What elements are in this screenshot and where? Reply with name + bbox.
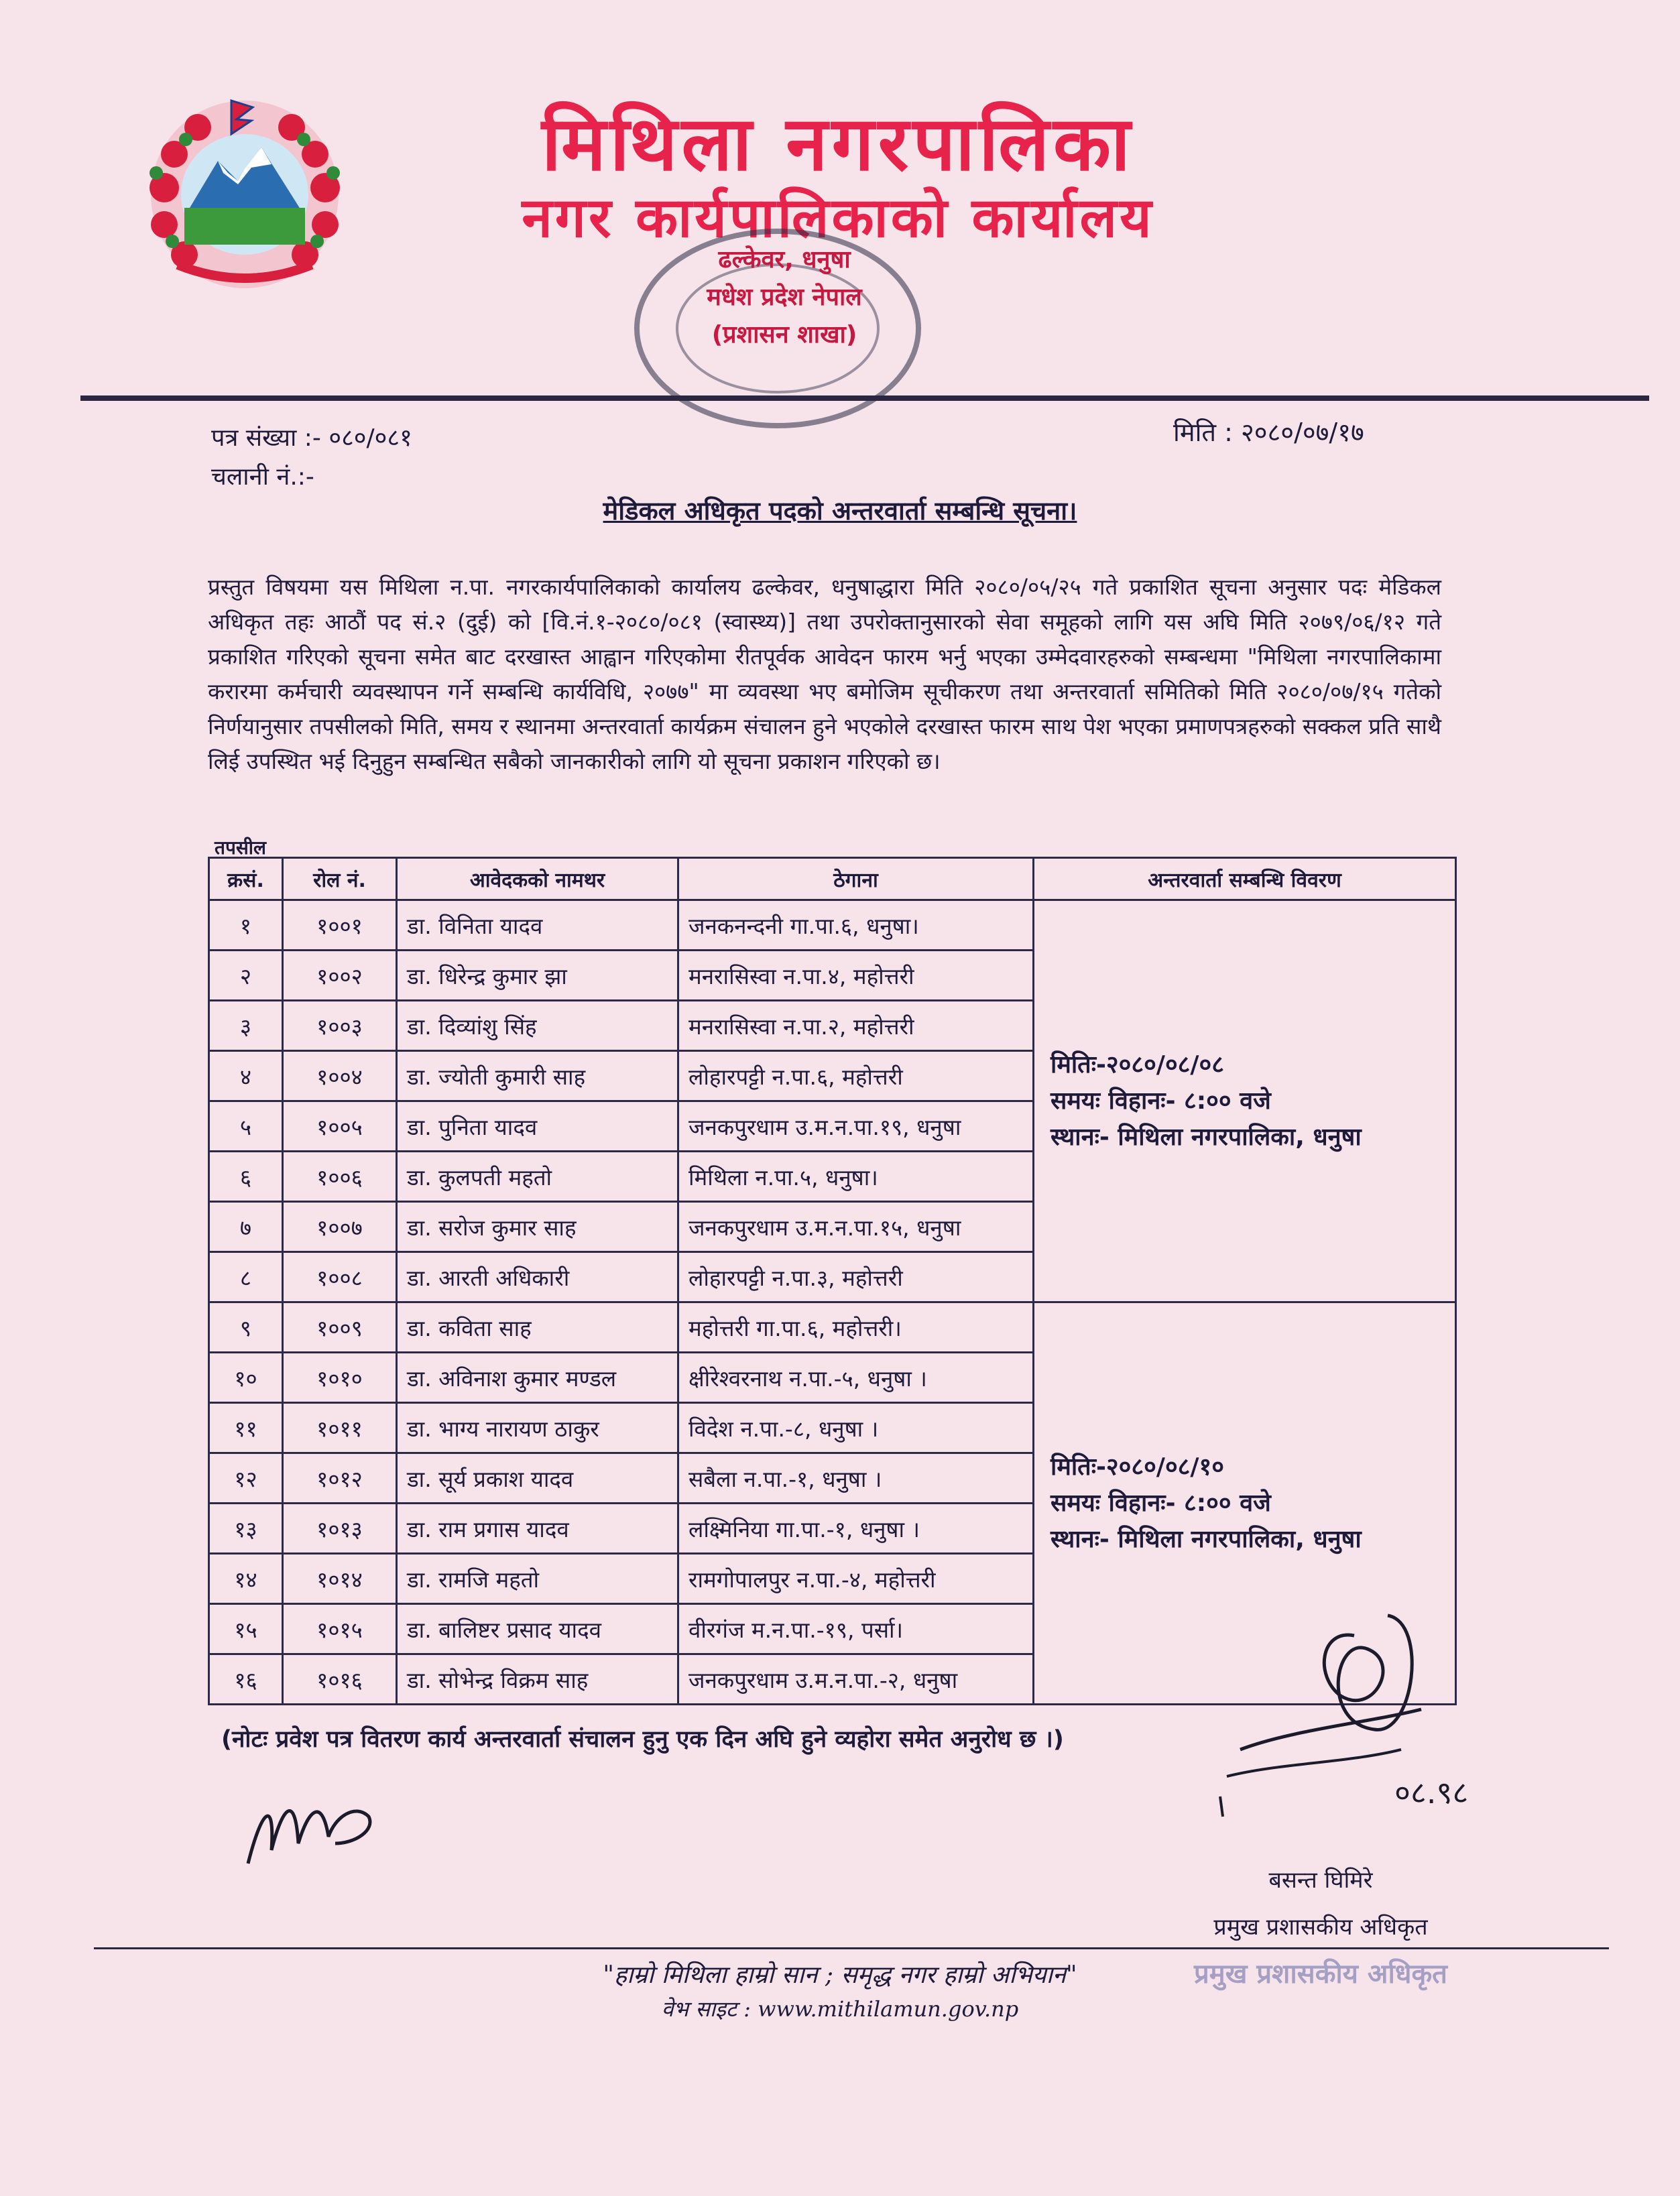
cell-roll: १००१	[283, 900, 397, 951]
motto: "हाम्रो मिथिला हाम्रो सान ; समृद्ध नगर हाम्रो अभियान"	[603, 1961, 1077, 1989]
details-label: तपसील	[215, 837, 267, 859]
note-text: (नोटः प्रवेश पत्र वितरण कार्य अन्तरवार्ता संचालन हुनु एक दिन अघि हुने व्यहोरा समेत अनुरोध छ ।)	[221, 1726, 1064, 1753]
cell-sn: ११	[209, 1403, 283, 1453]
letter-body: प्रस्तुत विषयमा यस मिथिला न.पा. नगरकार्यपालिकाको कार्यालय ढल्केवर, धनुषाद्धारा मिति २०८०/०५/२५ गते प्रकाशित सूचना अनुसार पदः मेडिकल अधिकृत तहः आठौं पद सं.२ (दुई) को [वि.नं.१-२०८०/०८१ (स्वास्थ्य)] तथा उपरोक्तानुसारको सेवा समूहको लागि यस अघि मिति २०७९/०६/१२ गते प्रकाशित गरिएको सूचना समेत बाट दरखास्त आह्वान गरिएकोमा रीतपूर्वक आवेदन फारम भर्नु भएका उम्मेदवारहरुको सम्बन्धमा "मिथिला नगरपालिकामा करारमा कर्मचारी व्यवस्थापन गर्ने सम्बन्धि कार्यविधि, २०७७" मा व्यवस्था भए बमोजिम सूचीकरण तथा अन्तरवार्ता समितिको मिति २०८०/०७/१५ गतेको निर्णयानुसार तपसीलको मिति, समय र स्थानमा अन्तरवार्ता कार्यक्रम संचालन हुने भएकोले दरखास्त फारम साथ पेश भएका प्रमाणपत्रहरुको सक्कल प्रति साथै लिई उपस्थित भई दिनुहुन सम्बन्धित सबैको जानकारीको लागि यो सूचना प्रकाशन गरिएको छ।	[208, 574, 1441, 774]
schedule-date: मितिः-२०८०/०८/१०	[1051, 1453, 1224, 1481]
cell-address: लक्ष्मिनिया गा.पा.-१, धनुषा ।	[678, 1504, 1034, 1554]
cell-name: डा. राम प्रगास यादव	[397, 1504, 678, 1554]
header-name: आवेदकको नामथर	[397, 858, 678, 900]
cell-sn: १०	[209, 1353, 283, 1403]
cell-name: डा. कुलपती महतो	[397, 1152, 678, 1202]
cell-sn: ४	[209, 1051, 283, 1101]
cell-roll: १००२	[283, 951, 397, 1001]
cell-sn: १३	[209, 1504, 283, 1554]
cell-sn: ३	[209, 1001, 283, 1051]
cell-roll: १००९	[283, 1302, 397, 1353]
cell-name: डा. अविनाश कुमार मण्डल	[397, 1353, 678, 1403]
interview-table	[208, 857, 1457, 1705]
cell-name: डा. धिरेन्द्र कुमार झा	[397, 951, 678, 1001]
cell-name: डा. दिव्यांशु सिंह	[397, 1001, 678, 1051]
office-subtitle: नगर कार्यपालिकाको कार्यालय	[522, 186, 1154, 250]
cell-address: जनकपुरधाम उ.म.न.पा.-२, धनुषा	[678, 1654, 1034, 1705]
cell-roll: १०१५	[283, 1604, 397, 1654]
cell-name: डा. पुनिता यादव	[397, 1101, 678, 1152]
header-schedule: अन्तरवार्ता सम्बन्धि विवरण	[1034, 858, 1456, 900]
cell-sn: ७	[209, 1202, 283, 1252]
footer-divider	[94, 1947, 1609, 1949]
cell-name: डा. कविता साह	[397, 1302, 678, 1353]
website: वेभ साइट : www.mithilamun.gov.np	[661, 1996, 1019, 2022]
cell-name: डा. आरती अधिकारी	[397, 1252, 678, 1302]
header-divider	[80, 395, 1649, 401]
table-header-row	[209, 858, 1456, 900]
schedule-place: स्थानः- मिथिला नगरपालिका, धनुषा	[1051, 1123, 1362, 1151]
cell-address: मिथिला न.पा.५, धनुषा।	[678, 1152, 1034, 1202]
cell-name: डा. ज्योती कुमारी साह	[397, 1051, 678, 1101]
cell-name: डा. रामजि महतो	[397, 1554, 678, 1604]
cell-address: रामगोपालपुर न.पा.-४, महोत्तरी	[678, 1554, 1034, 1604]
schedule-place: स्थानः- मिथिला नगरपालिका, धनुषा	[1051, 1525, 1362, 1553]
dispatch-number: चलानी नं.:-	[211, 463, 314, 491]
signature-left	[235, 1770, 389, 1877]
letter-date: मिति : २०८०/०७/१७	[1173, 418, 1364, 447]
cell-sn: ५	[209, 1101, 283, 1152]
letter-number: पत्र संख्या :- ०८०/०८१	[211, 424, 412, 452]
cell-name: डा. भाग्य नारायण ठाकुर	[397, 1403, 678, 1453]
cell-address: जनकपुरधाम उ.म.न.पा.१५, धनुषा	[678, 1202, 1034, 1252]
reference-block	[211, 419, 412, 497]
cell-sn: ९	[209, 1302, 283, 1353]
signature-right	[1200, 1595, 1508, 1850]
office-address	[670, 241, 898, 354]
cell-roll: १००७	[283, 1202, 397, 1252]
table-row	[209, 900, 1456, 951]
cell-address: महोत्तरी गा.पा.६, महोत्तरी।	[678, 1302, 1034, 1353]
cell-sn: ८	[209, 1252, 283, 1302]
address-city: ढल्केवर, धनुषा	[718, 246, 851, 273]
cell-roll: १०११	[283, 1403, 397, 1453]
cell-roll: १०१०	[283, 1353, 397, 1403]
cell-name: डा. सरोज कुमार साह	[397, 1202, 678, 1252]
letter-subject: मेडिकल अधिकृत पदको अन्तरवार्ता सम्बन्धि सूचना।	[603, 496, 1077, 526]
cell-address: जनकपुरधाम उ.म.न.पा.१९, धनुषा	[678, 1101, 1034, 1152]
cell-address: क्षीरेश्वरनाथ न.पा.-५, धनुषा ।	[678, 1353, 1034, 1403]
header-sn: क्रसं.	[209, 858, 283, 900]
cell-roll: १०१३	[283, 1504, 397, 1554]
nepal-emblem-icon	[137, 94, 352, 295]
signatory-stamp: प्रमुख प्रशासकीय अधिकृत	[1194, 1959, 1447, 1990]
cell-sn: १२	[209, 1453, 283, 1504]
cell-sn: २	[209, 951, 283, 1001]
cell-name: डा. सूर्य प्रकाश यादव	[397, 1453, 678, 1504]
schedule-time: समयः विहानः- ८:०० वजे	[1051, 1489, 1271, 1517]
header-roll: रोल नं.	[283, 858, 397, 900]
cell-address: वीरगंज म.न.पा.-१९, पर्सा।	[678, 1604, 1034, 1654]
signatory-title: प्रमुख प्रशासकीय अधिकृत	[1213, 1914, 1428, 1941]
address-branch: (प्रशासन शाखा)	[711, 321, 857, 349]
table-row	[209, 1302, 1456, 1353]
cell-address: मनरासिस्वा न.पा.२, महोत्तरी	[678, 1001, 1034, 1051]
cell-roll: १००५	[283, 1101, 397, 1152]
cell-roll: १००३	[283, 1001, 397, 1051]
cell-roll: १०१६	[283, 1654, 397, 1705]
cell-roll: १००४	[283, 1051, 397, 1101]
cell-sn: ६	[209, 1152, 283, 1202]
cell-name: डा. सोभेन्द्र विक्रम साह	[397, 1654, 678, 1705]
interview-schedule-1	[1034, 900, 1456, 1302]
cell-sn: १४	[209, 1554, 283, 1604]
address-province: मधेश प्रदेश नेपाल	[707, 284, 862, 311]
cell-address: सबैला न.पा.-१, धनुषा ।	[678, 1453, 1034, 1504]
svg-text:०८.९८: ०८.९८	[1394, 1774, 1469, 1811]
cell-sn: १५	[209, 1604, 283, 1654]
cell-name: डा. विनिता यादव	[397, 900, 678, 951]
cell-address: जनकनन्दनी गा.पा.६, धनुषा।	[678, 900, 1034, 951]
schedule-date: मितिः-२०८०/०८/०८	[1051, 1050, 1224, 1079]
cell-address: मनरासिस्वा न.पा.४, महोत्तरी	[678, 951, 1034, 1001]
cell-roll: १००६	[283, 1152, 397, 1202]
office-title: मिथिला नगरपालिका	[541, 100, 1135, 188]
cell-sn: १	[209, 900, 283, 951]
cell-roll: १०१२	[283, 1453, 397, 1504]
cell-address: विदेश न.पा.-८, धनुषा ।	[678, 1403, 1034, 1453]
cell-sn: १६	[209, 1654, 283, 1705]
header-address: ठेगाना	[678, 858, 1034, 900]
cell-roll: १००८	[283, 1252, 397, 1302]
cell-address: लोहारपट्टी न.पा.३, महोत्तरी	[678, 1252, 1034, 1302]
signatory-name: बसन्त घिमिरे	[1268, 1867, 1373, 1894]
cell-address: लोहारपट्टी न.पा.६, महोत्तरी	[678, 1051, 1034, 1101]
cell-roll: १०१४	[283, 1554, 397, 1604]
schedule-time: समयः विहानः- ८:०० वजे	[1051, 1087, 1271, 1115]
cell-name: डा. बालिष्टर प्रसाद यादव	[397, 1604, 678, 1654]
